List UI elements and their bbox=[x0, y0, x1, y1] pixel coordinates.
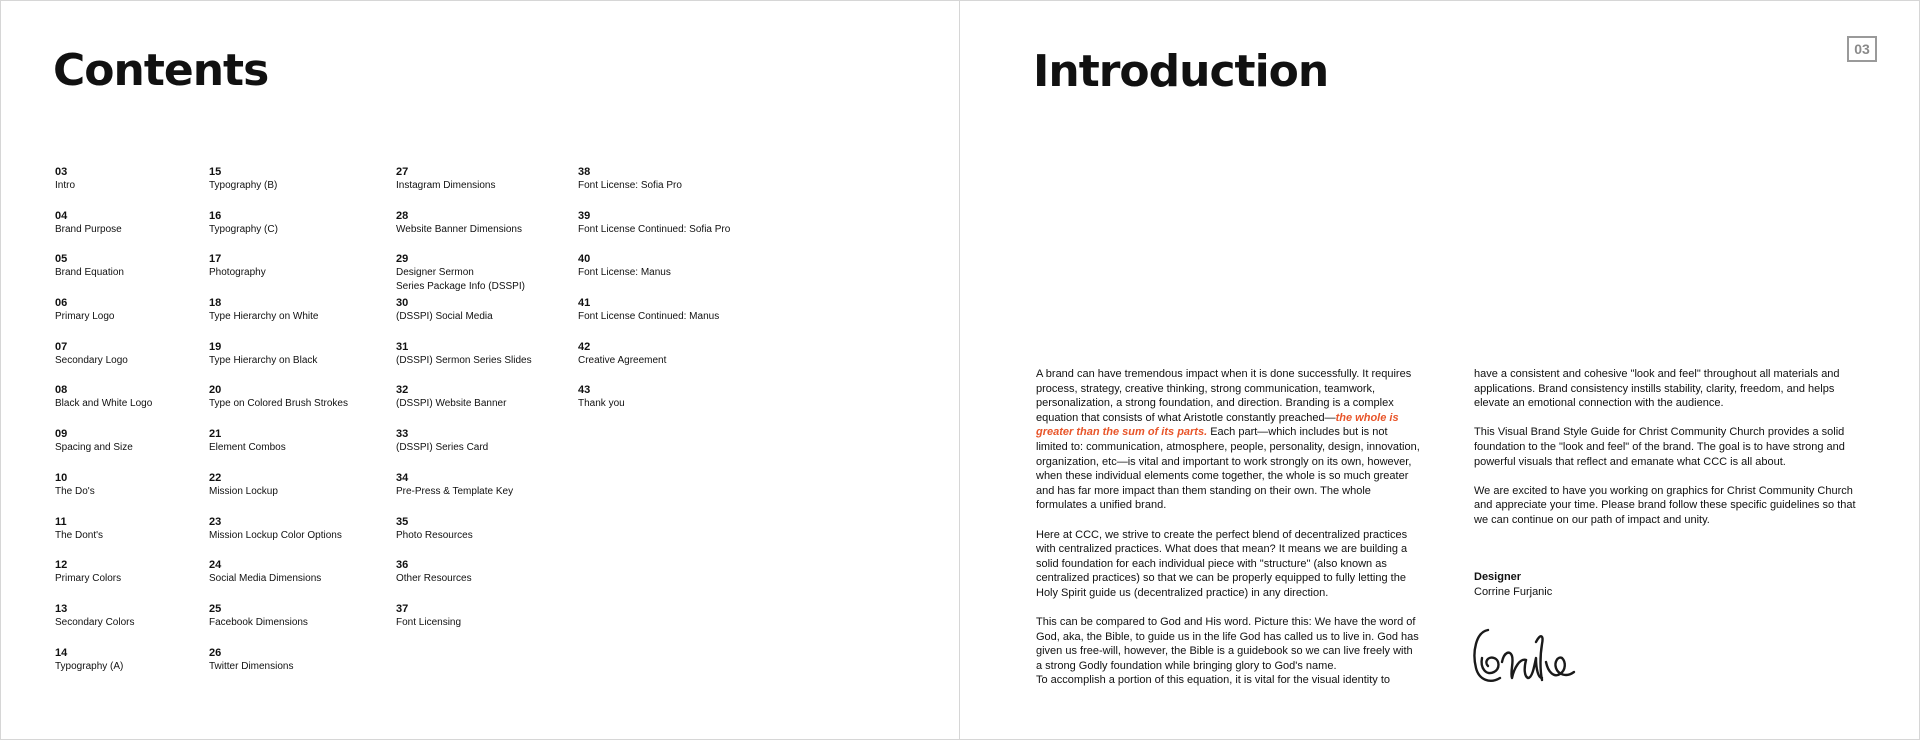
contents-page bbox=[0, 0, 960, 740]
intro-paragraph-7: We are excited to have you working on graphics for Christ Community Church and appreciate your time. Please brand follow these specific guidelines so that we can continue on our path of impact and unity. bbox=[1474, 484, 1856, 526]
toc-entry-label: Font Licensing bbox=[396, 616, 462, 628]
page-number-badge: 03 bbox=[1847, 36, 1877, 62]
intro-paragraph-5: have a consistent and cohesive "look and feel" throughout all materials and applications. Brand consistency instills stability, clarity, freedom, and helps elevate an emotional connection with the audience. bbox=[1474, 368, 1840, 410]
toc-page-number: 03 bbox=[55, 166, 68, 178]
toc-entry-label: Pre-Press & Template Key bbox=[396, 485, 514, 497]
toc-entry-label: (DSSPI) Sermon Series Slides bbox=[396, 354, 532, 366]
toc-page-number: 17 bbox=[209, 253, 222, 266]
toc-entry[interactable] bbox=[396, 427, 532, 471]
toc-entry-label: Type Hierarchy on White bbox=[209, 311, 319, 323]
toc-entry[interactable] bbox=[209, 209, 348, 253]
toc-entry[interactable] bbox=[55, 165, 152, 209]
toc-entry-label: Font License: Sofia Pro bbox=[578, 180, 682, 191]
paragraph-text: Each part—which includes but is not limited to: communication, atmosphere, people, personality, design, innovation, organization, etc—is vital and important to work strongly on its own, however, when these individual elements come together, the whole is so much greater and has far more impact than them standing on their own. The whole formulates a unified brand. bbox=[1036, 426, 1420, 512]
toc-entry[interactable] bbox=[209, 340, 348, 384]
toc-page-number: 42 bbox=[578, 340, 591, 353]
toc-entry[interactable] bbox=[396, 383, 532, 427]
toc-entry-label: (DSSPI) Series Card bbox=[396, 442, 489, 454]
toc-entry-label: Instagram Dimensions bbox=[396, 180, 496, 191]
toc-column-4 bbox=[578, 165, 730, 427]
toc-page-number: 16 bbox=[209, 209, 222, 222]
toc-entry[interactable] bbox=[209, 252, 348, 296]
toc-entry-label: (DSSPI) Website Banner bbox=[396, 398, 507, 410]
toc-entry[interactable] bbox=[396, 165, 532, 209]
toc-entry-label: Photo Resources bbox=[396, 529, 473, 541]
toc-entry-label: Social Media Dimensions bbox=[209, 573, 322, 585]
toc-column-2 bbox=[209, 165, 348, 689]
toc-entry-label: Font License: Manus bbox=[578, 267, 671, 279]
toc-entry-label: Secondary Colors bbox=[55, 616, 135, 628]
toc-entry[interactable] bbox=[578, 383, 730, 427]
toc-page-number: 07 bbox=[55, 340, 68, 353]
toc-entry[interactable] bbox=[55, 427, 152, 471]
toc-page-number: 24 bbox=[209, 559, 222, 572]
toc-page-number: 14 bbox=[55, 646, 68, 659]
toc-entry[interactable] bbox=[55, 209, 152, 253]
toc-entry-label: Font License Continued: Manus bbox=[578, 311, 720, 323]
toc-page-number: 18 bbox=[209, 297, 222, 310]
introduction-title: Introduction bbox=[1033, 46, 1329, 97]
toc-entry[interactable] bbox=[396, 471, 532, 515]
toc-entry-label: Brand Purpose bbox=[55, 223, 122, 235]
toc-entry[interactable] bbox=[55, 383, 152, 427]
toc-entry[interactable] bbox=[55, 646, 152, 690]
intro-paragraph-1 bbox=[1036, 367, 1421, 513]
toc-entry[interactable] bbox=[209, 296, 348, 340]
toc-entry-label: The Dont's bbox=[55, 529, 104, 541]
toc-entry-label: Element Combos bbox=[209, 442, 286, 454]
designer-label: Designer bbox=[1474, 571, 1522, 583]
toc-page-number: 12 bbox=[55, 559, 68, 572]
toc-entry[interactable] bbox=[396, 340, 532, 384]
toc-entry[interactable] bbox=[209, 427, 348, 471]
toc-entry-label: Black and White Logo bbox=[55, 398, 153, 410]
toc-page-number: 20 bbox=[209, 384, 222, 397]
toc-page-number: 05 bbox=[55, 253, 68, 266]
highlight-quote: the whole is greater than the sum of its parts. bbox=[1036, 411, 1399, 439]
toc-entry-label: Primary Colors bbox=[55, 573, 122, 585]
toc-page-number: 40 bbox=[578, 253, 591, 266]
toc-entry-label: Thank you bbox=[578, 398, 625, 410]
toc-entry-label: Other Resources bbox=[396, 573, 472, 585]
toc-entry[interactable] bbox=[396, 515, 532, 559]
toc-page-number: 11 bbox=[55, 515, 67, 528]
paragraph-text: A brand can have tremendous impact when it is done successfully. It requires process, strategy, creative thinking, strong communication, teamwork, personalization, a strong foundation, and direction. Branding is a complex equation that consists of what Aristotle constantly preached— bbox=[1036, 368, 1412, 424]
toc-entry[interactable] bbox=[209, 383, 348, 427]
toc-entry[interactable] bbox=[209, 602, 348, 646]
toc-entry[interactable] bbox=[209, 471, 348, 515]
designer-credit bbox=[1474, 570, 1552, 599]
toc-entry-label: Brand Equation bbox=[55, 267, 124, 279]
toc-entry-label: Mission Lockup Color Options bbox=[209, 529, 342, 541]
toc-page-number: 28 bbox=[396, 209, 409, 222]
toc-entry-label: Typography (C) bbox=[209, 223, 278, 235]
toc-entry-label: Font License Continued: Sofia Pro bbox=[578, 223, 731, 235]
designer-signature bbox=[1470, 622, 1576, 692]
toc-page-number: 15 bbox=[209, 166, 222, 178]
toc-entry-label: Intro bbox=[55, 180, 76, 191]
toc-entry[interactable] bbox=[396, 209, 532, 253]
toc-entry-label: Type on Colored Brush Strokes bbox=[209, 398, 348, 410]
toc-entry[interactable] bbox=[578, 340, 730, 384]
intro-text-column-1 bbox=[1036, 367, 1421, 703]
toc-entry-label: Facebook Dimensions bbox=[209, 616, 308, 628]
toc-entry-label: Typography (A) bbox=[55, 660, 124, 672]
toc-page-number: 31 bbox=[396, 340, 409, 353]
toc-entry-label: The Do's bbox=[55, 485, 95, 497]
toc-page-number: 38 bbox=[578, 166, 591, 178]
toc-page-number: 23 bbox=[209, 515, 222, 528]
toc-page-number: 35 bbox=[396, 515, 409, 528]
toc-entry-label: Photography bbox=[209, 267, 266, 279]
toc-page-number: 25 bbox=[209, 602, 222, 615]
toc-entry[interactable] bbox=[209, 558, 348, 602]
toc-page-number: 27 bbox=[396, 166, 409, 178]
toc-page-number: 22 bbox=[209, 471, 222, 484]
toc-entry-label: Typography (B) bbox=[209, 180, 278, 191]
toc-page-number: 39 bbox=[578, 209, 591, 222]
toc-page-number: 32 bbox=[396, 384, 409, 397]
toc-column-3 bbox=[396, 165, 532, 646]
toc-entry[interactable] bbox=[55, 471, 152, 515]
toc-entry-label: Designer Sermon Series Package Info (DSSPI) bbox=[396, 267, 525, 293]
toc-entry[interactable] bbox=[209, 646, 348, 690]
toc-entry[interactable] bbox=[55, 602, 152, 646]
toc-entry-label: (DSSPI) Social Media bbox=[396, 311, 493, 323]
contents-title: Contents bbox=[53, 45, 269, 96]
toc-entry-label: Twitter Dimensions bbox=[209, 660, 294, 672]
toc-page-number: 33 bbox=[396, 428, 409, 441]
toc-entry[interactable] bbox=[55, 252, 152, 296]
toc-page-number: 06 bbox=[55, 297, 68, 310]
toc-entry[interactable] bbox=[55, 296, 152, 340]
toc-page-number: 21 bbox=[209, 428, 222, 441]
toc-page-number: 13 bbox=[55, 602, 68, 615]
toc-page-number: 19 bbox=[209, 340, 222, 353]
toc-page-number: 43 bbox=[578, 384, 591, 397]
toc-entry-label: Creative Agreement bbox=[578, 354, 667, 366]
toc-entry[interactable] bbox=[209, 515, 348, 559]
toc-entry-label: Website Banner Dimensions bbox=[396, 223, 522, 235]
toc-page-number: 09 bbox=[55, 428, 68, 441]
toc-entry[interactable] bbox=[578, 252, 730, 296]
toc-entry-label: Spacing and Size bbox=[55, 442, 133, 454]
toc-page-number: 08 bbox=[55, 384, 68, 397]
intro-text-column-2 bbox=[1474, 367, 1864, 542]
toc-page-number: 10 bbox=[55, 471, 68, 484]
toc-entry[interactable] bbox=[396, 296, 532, 340]
toc-page-number: 30 bbox=[396, 297, 409, 310]
toc-page-number: 36 bbox=[396, 559, 409, 572]
toc-entry[interactable] bbox=[396, 252, 532, 296]
toc-page-number: 29 bbox=[396, 253, 409, 266]
intro-paragraph-2: Here at CCC, we strive to create the perfect blend of decentralized practices with centralized practices. What does that mean? It means we are building a solid foundation for each individual piece with "structure" (also known as centralized practices) so that we can be properly equipped to fully letting the Holy Spirit guide us (decentralized practice) in any direction. bbox=[1036, 528, 1408, 599]
toc-entry[interactable] bbox=[396, 602, 532, 646]
toc-entry-label: Secondary Logo bbox=[55, 354, 128, 366]
toc-entry-label: Mission Lockup bbox=[209, 485, 278, 497]
toc-entry-label: Type Hierarchy on Black bbox=[209, 354, 318, 366]
toc-page-number: 34 bbox=[396, 471, 409, 484]
toc-entry[interactable] bbox=[55, 340, 152, 384]
toc-page-number: 37 bbox=[396, 602, 409, 615]
toc-entry-label: Primary Logo bbox=[55, 311, 115, 323]
toc-entry[interactable] bbox=[209, 165, 348, 209]
designer-name: Corrine Furjanic bbox=[1474, 585, 1553, 598]
toc-entry[interactable] bbox=[55, 515, 152, 559]
intro-paragraph-4: To accomplish a portion of this equation, it is vital for the visual identity to bbox=[1036, 674, 1391, 687]
toc-page-number: 26 bbox=[209, 646, 222, 659]
toc-entry[interactable] bbox=[55, 558, 152, 602]
intro-paragraph-6: This Visual Brand Style Guide for Christ Community Church provides a solid foundation to the "look and feel" of the brand. The goal is to have strong and powerful visuals that reflect and emanate what CCC is all about. bbox=[1474, 426, 1845, 468]
toc-entry[interactable] bbox=[578, 209, 730, 253]
toc-entry[interactable] bbox=[578, 165, 730, 209]
toc-column-1 bbox=[55, 165, 152, 689]
intro-paragraph-3: This can be compared to God and His word. Picture this: We have the word of God, aka, the Bible, to guide us in the life God has called us to live in. God has given us free-will, however, the Bible is a guidebook so we can live freely with a strong Godly foundation while bringing glory to God's name. bbox=[1036, 616, 1419, 672]
toc-page-number: 04 bbox=[55, 209, 68, 222]
toc-page-number: 41 bbox=[578, 297, 591, 310]
toc-entry[interactable] bbox=[396, 558, 532, 602]
toc-entry[interactable] bbox=[578, 296, 730, 340]
